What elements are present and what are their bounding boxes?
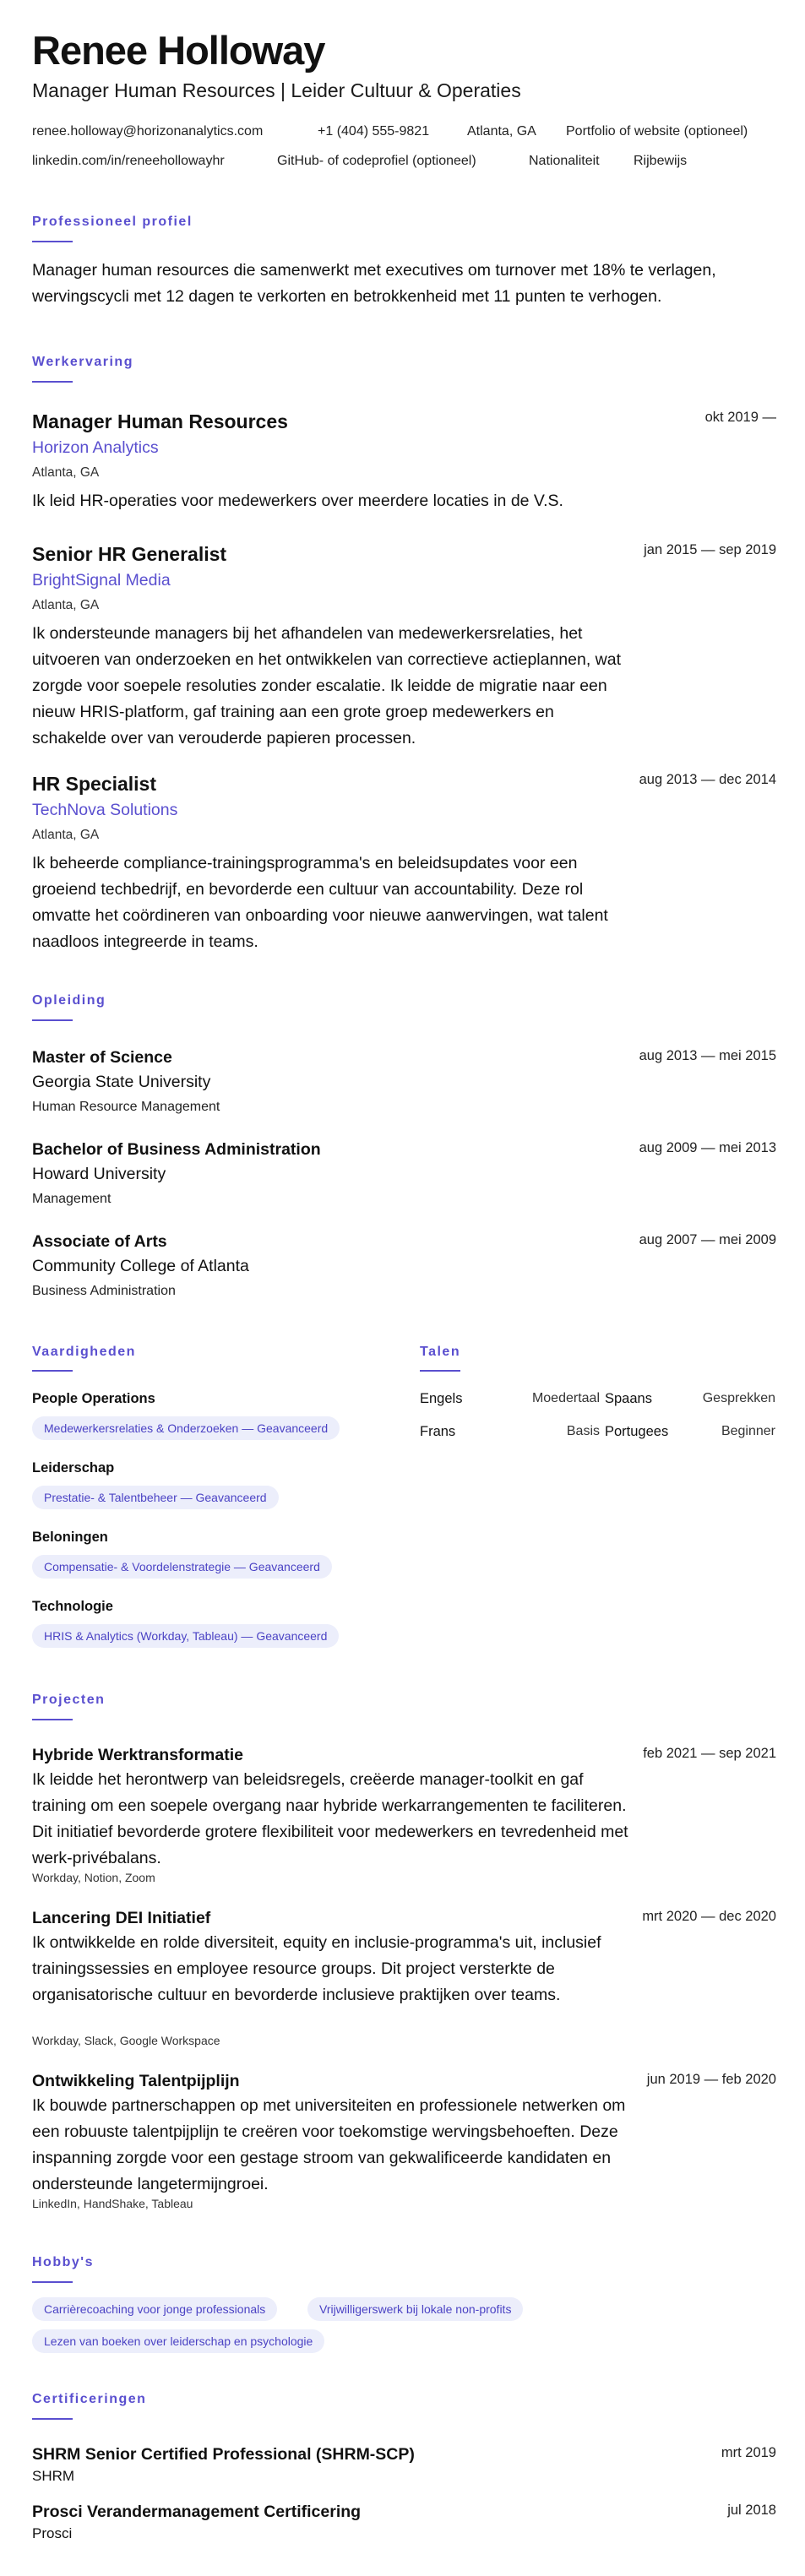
project-date: feb 2021 — sep 2021	[643, 1746, 776, 1761]
section-rule	[32, 1370, 73, 1372]
contact-portfolio[interactable]: Portfolio of website (optioneel)	[566, 124, 748, 139]
job-title: Senior HR Generalist	[32, 543, 227, 565]
section-rule	[32, 2418, 73, 2420]
project-description: Ik leidde het herontwerp van beleidsregels, creëerde manager-toolkit en gaf training om een soepele overgang naar hybride werkarrangementen te faciliteren. Dit initiatief bevorderde grotere flexibiliteit voor medewerkers en tevredenheid met werk-privébalans.	[32, 1770, 628, 1867]
project-title: Ontwikkeling Talentpijplijn	[32, 2072, 240, 2090]
section-title-profile: Professioneel profiel	[32, 215, 193, 229]
section-rule	[32, 381, 73, 383]
job-location: Atlanta, GA	[32, 828, 100, 842]
skill-pill: HRIS & Analytics (Workday, Tableau) — Geavanceerd	[32, 1624, 339, 1648]
job-location: Atlanta, GA	[32, 465, 100, 480]
section-rule	[420, 1370, 460, 1372]
contact-github[interactable]: GitHub- of codeprofiel (optioneel)	[277, 154, 476, 168]
edu-date: aug 2007 — mei 2009	[639, 1232, 776, 1247]
language-name: Portugees	[605, 1424, 669, 1439]
edu-school: Georgia State University	[32, 1073, 211, 1091]
project-date: mrt 2020 — dec 2020	[642, 1909, 776, 1924]
project-title: Lancering DEI Initiatief	[32, 1909, 211, 1927]
edu-field: Business Administration	[32, 1284, 176, 1298]
job-date: jan 2015 — sep 2019	[644, 542, 776, 557]
skill-category: Technologie	[32, 1599, 113, 1614]
edu-date: aug 2009 — mei 2013	[639, 1140, 776, 1155]
edu-field: Human Resource Management	[32, 1100, 220, 1114]
section-title-hobbies: Hobby's	[32, 2255, 94, 2269]
job-description: Ik ondersteunde managers bij het afhandelen van medewerkersrelaties, het uitvoeren van onderzoeken en het ontwikkelen van correctieve actieplannen, wat zorgde voor soepele resoluties zonder escalatie. Ik leidde de migratie naar een nieuw HRIS-platform, gaf training aan een grote groep medewerkers en schakelde over van verouderde papieren processen.	[32, 624, 622, 747]
edu-field: Management	[32, 1192, 112, 1206]
section-rule	[32, 1019, 73, 1021]
project-tools: Workday, Slack, Google Workspace	[32, 2034, 220, 2047]
headline: Manager Human Resources | Leider Cultuur & Operaties	[32, 79, 521, 101]
skill-category: Beloningen	[32, 1530, 108, 1545]
contact-linkedin[interactable]: linkedin.com/in/reneehollowayhr	[32, 154, 225, 168]
cert-date: jul 2018	[727, 2503, 776, 2518]
skill-pill: Medewerkersrelaties & Onderzoeken — Geavanceerd	[32, 1416, 340, 1440]
job-description: Ik leid HR-operaties voor medewerkers over meerdere locaties in de V.S.	[32, 492, 563, 510]
job-location: Atlanta, GA	[32, 598, 100, 612]
job-company: TechNova Solutions	[32, 801, 178, 819]
project-title: Hybride Werktransformatie	[32, 1746, 243, 1764]
skill-category: People Operations	[32, 1391, 155, 1406]
language-name: Frans	[420, 1424, 456, 1439]
cert-title: SHRM Senior Certified Professional (SHRM-SCP)	[32, 2445, 415, 2464]
section-title-projects: Projecten	[32, 1693, 106, 1707]
edu-degree: Master of Science	[32, 1048, 172, 1067]
contact-location: Atlanta, GA	[467, 124, 536, 139]
section-title-education: Opleiding	[32, 993, 106, 1008]
language-level: Moedertaal	[531, 1391, 600, 1405]
section-title-languages: Talen	[420, 1345, 461, 1359]
job-date: okt 2019 —	[704, 410, 776, 425]
edu-degree: Associate of Arts	[32, 1232, 167, 1251]
project-description: Ik ontwikkelde en rolde diversiteit, equity en inclusie-programma's uit, inclusief trainingssessies en employee resource groups. Dit project versterkte de organisatorische cultuur en bevorderde inclusieve praktijken over teams.	[32, 1933, 601, 2004]
edu-school: Howard University	[32, 1165, 166, 1183]
edu-school: Community College of Atlanta	[32, 1257, 249, 1275]
edu-date: aug 2013 — mei 2015	[639, 1048, 776, 1063]
language-level: Basis	[566, 1424, 600, 1438]
project-tools: Workday, Notion, Zoom	[32, 1871, 155, 1884]
section-rule	[32, 2281, 73, 2283]
contact-nationality: Nationaliteit	[529, 154, 600, 168]
edu-degree: Bachelor of Business Administration	[32, 1140, 321, 1159]
language-level: Beginner	[721, 1424, 775, 1438]
cert-org: Prosci	[32, 2525, 73, 2541]
contact-phone[interactable]: +1 (404) 555-9821	[318, 124, 430, 139]
skill-category: Leiderschap	[32, 1460, 115, 1475]
contact-email[interactable]: renee.holloway@horizonanalytics.com	[32, 124, 264, 139]
language-level: Gesprekken	[702, 1391, 775, 1405]
hobby-pill: Carrièrecoaching voor jonge professionals	[32, 2297, 277, 2321]
contact-license: Rijbewijs	[634, 154, 688, 168]
job-company: BrightSignal Media	[32, 571, 171, 590]
skill-pill: Compensatie- & Voordelenstrategie — Geavanceerd	[32, 1555, 332, 1579]
job-date: aug 2013 — dec 2014	[639, 772, 776, 787]
hobby-pill: Vrijwilligerswerk bij lokale non-profits	[307, 2297, 523, 2321]
cert-title: Prosci Verandermanagement Certificering	[32, 2503, 362, 2521]
section-rule	[32, 241, 73, 242]
section-rule	[32, 1719, 73, 1720]
job-title: Manager Human Resources	[32, 410, 288, 432]
profile-text: Manager human resources die samenwerkt met executives om turnover met 18% te verlagen, wervingscycli met 12 dagen te verkorten en betrokkenheid met 11 punten te verhogen.	[32, 261, 716, 306]
cert-org: SHRM	[32, 2468, 75, 2484]
section-title-certifications: Certificeringen	[32, 2392, 147, 2406]
language-name: Engels	[420, 1391, 463, 1406]
section-title-skills: Vaardigheden	[32, 1345, 136, 1359]
hobby-pill: Lezen van boeken over leiderschap en psychologie	[32, 2329, 324, 2353]
project-tools: LinkedIn, HandShake, Tableau	[32, 2197, 193, 2210]
cert-date: mrt 2019	[721, 2445, 776, 2460]
candidate-name: Renee Holloway	[32, 28, 325, 73]
job-title: HR Specialist	[32, 773, 156, 795]
section-title-experience: Werkervaring	[32, 355, 133, 369]
project-description: Ik bouwde partnerschappen op met universiteiten en professionele netwerken om een robuuste talentpijplijn te creëren voor toekomstige wervingsbehoeften. Deze inspanning zorgde voor een gestage stroom van gekwalificeerde kandidaten en ondersteunde langetermijngroei.	[32, 2096, 626, 2193]
project-date: jun 2019 — feb 2020	[646, 2072, 776, 2087]
job-description: Ik beheerde compliance-trainingsprogramma's en beleidsupdates voor een groeiend techbedrijf, en bevorderde een cultuur van accountability. Deze rol omvatte het coördineren van onboarding voor nieuwe aanwervingen, wat talent naadloos integreerde in teams.	[32, 854, 608, 951]
job-company: Horizon Analytics	[32, 438, 159, 457]
language-name: Spaans	[605, 1391, 652, 1406]
skill-pill: Prestatie- & Talentbeheer — Geavanceerd	[32, 1486, 279, 1509]
